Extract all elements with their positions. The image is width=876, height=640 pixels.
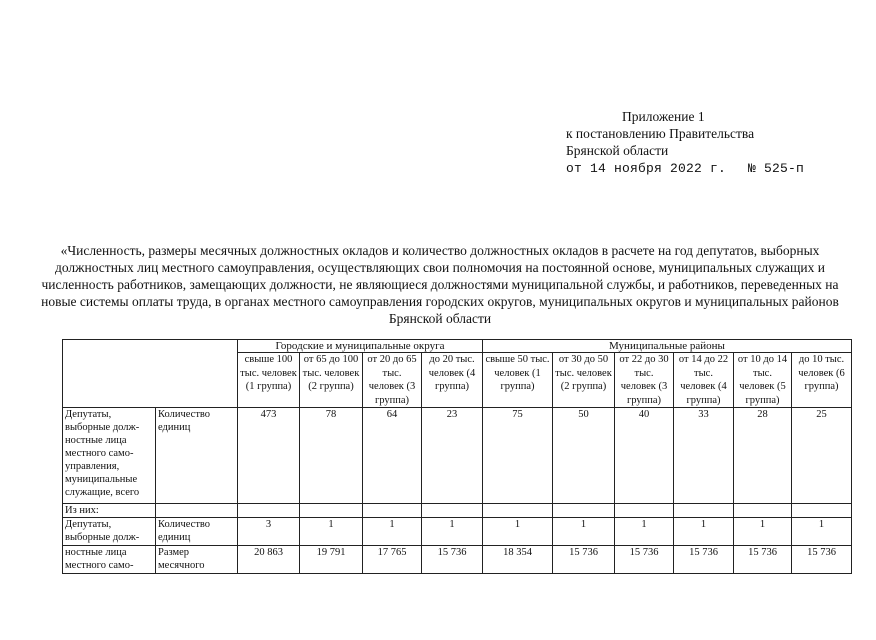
column-header: свыше 50 тыс. человек (1 группа) <box>483 353 553 408</box>
empty-cell <box>553 504 615 518</box>
table-cell: 25 <box>792 408 852 504</box>
column-header: от 30 до 50 тыс. человек (2 группа) <box>553 353 615 408</box>
table-cell: 15 736 <box>422 546 483 574</box>
empty-cell <box>792 504 852 518</box>
table-cell: 20 863 <box>238 546 300 574</box>
table-cell: 23 <box>422 408 483 504</box>
appendix-number: № 525-п <box>748 161 805 176</box>
appendix-date: от 14 ноября 2022 г. <box>566 161 727 176</box>
empty-cell <box>615 504 674 518</box>
table-cell: 1 <box>674 518 734 546</box>
column-header: от 14 до 22 тыс. человек (4 группа) <box>674 353 734 408</box>
table-cell: 473 <box>238 408 300 504</box>
row-label: Депутаты, выборные долж- <box>63 518 156 546</box>
table-cell: 78 <box>300 408 363 504</box>
table-header-row <box>63 340 852 353</box>
data-table <box>62 339 852 574</box>
appendix-line: к постановлению Правительства <box>566 126 755 141</box>
table-cell: 40 <box>615 408 674 504</box>
table-row <box>63 518 852 546</box>
table-cell: 15 736 <box>734 546 792 574</box>
row-label: ностные лица местного само- <box>63 546 156 574</box>
column-header: от 20 до 65 тыс. человек (3 группа) <box>363 353 422 408</box>
table-cell: 17 765 <box>363 546 422 574</box>
empty-cell <box>483 504 553 518</box>
empty-header-cell <box>63 340 238 408</box>
table-cell: 15 736 <box>553 546 615 574</box>
table-cell: 50 <box>553 408 615 504</box>
document-title: «Численность, размеры месячных должностных окладов и количество должностных окладов в расчете на год депутатов, выборных должностных лиц местного самоуправления, осуществляющих свои полномочия на постоянной основе, муниципальных служащих и численность работников, замещающих должности, не являющиеся должностями муниципальной службы, и работников, переведенных на новые системы оплаты труда, в органах местного самоуправления городских округов, муниципальных округов и муниципальных районов Брянской области <box>41 243 839 326</box>
appendix-title: Приложение 1 <box>622 109 705 124</box>
subheader-label: Из них: <box>63 504 156 518</box>
table-cell: 1 <box>363 518 422 546</box>
row-unit: Размер месячного <box>156 546 238 574</box>
empty-cell <box>238 504 300 518</box>
table-cell: 33 <box>674 408 734 504</box>
empty-cell <box>674 504 734 518</box>
table-cell: 1 <box>300 518 363 546</box>
table-cell: 1 <box>792 518 852 546</box>
table-cell: 15 736 <box>792 546 852 574</box>
column-header: от 65 до 100 тыс. человек (2 группа) <box>300 353 363 408</box>
group-header: Муниципальные районы <box>483 340 852 353</box>
table-cell: 1 <box>483 518 553 546</box>
table-row <box>63 408 852 504</box>
table-cell: 1 <box>734 518 792 546</box>
appendix-date-number <box>566 160 804 177</box>
table-cell: 18 354 <box>483 546 553 574</box>
row-unit: Количество единиц <box>156 408 238 504</box>
appendix-block <box>566 108 804 177</box>
column-header: свыше 100 тыс. человек (1 группа) <box>238 353 300 408</box>
table-row <box>63 504 852 518</box>
table-cell: 3 <box>238 518 300 546</box>
column-header: от 10 до 14 тыс. человек (5 группа) <box>734 353 792 408</box>
table-cell: 75 <box>483 408 553 504</box>
row-label: Депутаты, выборные долж-ностные лица местного само-управления, муниципальные служащие, всего <box>63 408 156 504</box>
empty-cell <box>156 504 238 518</box>
group-header: Городские и муниципальные округа <box>238 340 483 353</box>
table-cell: 64 <box>363 408 422 504</box>
column-header: от 22 до 30 тыс. человек (3 группа) <box>615 353 674 408</box>
table-row <box>63 546 852 574</box>
table-cell: 1 <box>615 518 674 546</box>
table-cell: 28 <box>734 408 792 504</box>
table-cell: 15 736 <box>674 546 734 574</box>
column-header: до 20 тыс. человек (4 группа) <box>422 353 483 408</box>
appendix-line: Брянской области <box>566 143 669 158</box>
table-cell: 19 791 <box>300 546 363 574</box>
table-cell: 1 <box>422 518 483 546</box>
empty-cell <box>300 504 363 518</box>
empty-cell <box>363 504 422 518</box>
empty-cell <box>422 504 483 518</box>
row-unit: Количество единиц <box>156 518 238 546</box>
column-header: до 10 тыс. человек (6 группа) <box>792 353 852 408</box>
table-cell: 15 736 <box>615 546 674 574</box>
empty-cell <box>734 504 792 518</box>
table-cell: 1 <box>553 518 615 546</box>
